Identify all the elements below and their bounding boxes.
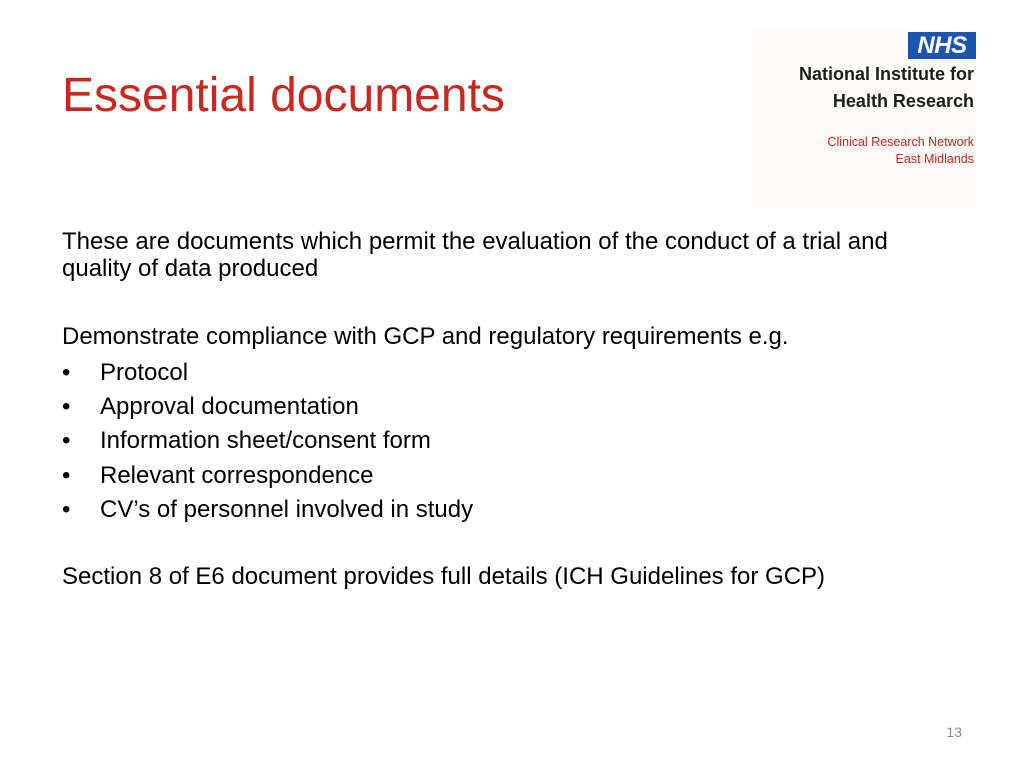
logo-org-line-2: Health Research [832,91,974,111]
bullet-marker: • [62,461,71,489]
list-item-text: Approval documentation [100,393,359,421]
nihr-logo [752,30,976,208]
list-item [62,459,952,493]
list-item [62,390,952,424]
reference-paragraph: Section 8 of E6 document provides full details (ICH Guidelines for GCP) [62,563,826,590]
compliance-paragraph: Demonstrate compliance with GCP and regulatory requirements e.g. [62,323,789,350]
logo-org-line-1: National Institute for [799,64,974,84]
page-number: 13 [946,724,962,740]
nhs-badge: NHS [908,32,976,59]
intro-paragraph: These are documents which permit the evaluation of the conduct of a trial and quality of data produced [62,228,888,282]
list-item [62,493,952,527]
logo-network-line-1: Clinical Research Network [827,135,974,149]
document-list [62,356,952,527]
bullet-marker: • [62,495,71,523]
bullet-marker: • [62,393,71,421]
list-item-text: Information sheet/consent form [100,427,431,455]
bullet-marker: • [62,359,71,386]
list-item [62,424,952,458]
list-item [62,356,952,390]
list-item-text: CV’s of personnel involved in study [100,495,474,523]
logo-network-line-2: East Midlands [895,152,974,166]
bullet-marker: • [62,427,71,455]
slide-title: Essential documents [62,69,505,122]
list-item-text: Relevant correspondence [100,461,374,489]
list-item-text: Protocol [100,359,189,386]
